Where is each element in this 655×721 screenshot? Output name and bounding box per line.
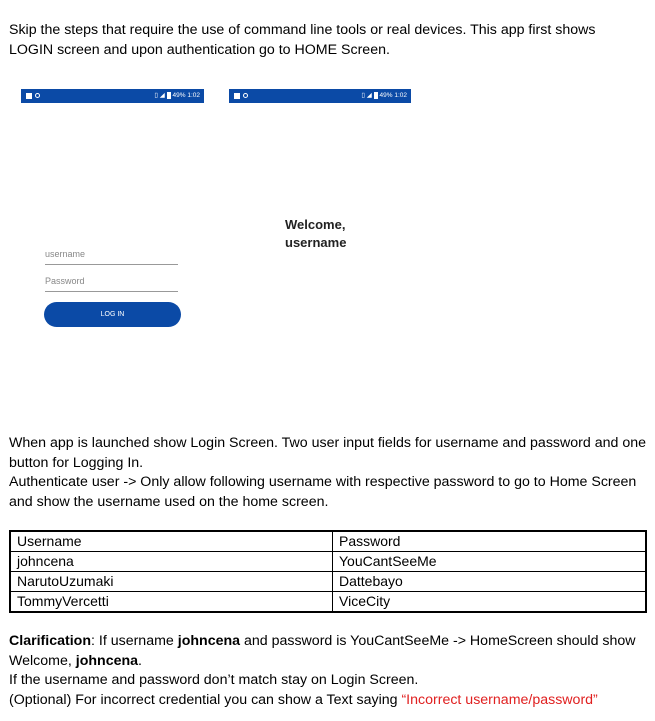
requirements-line-2: Authenticate user -> Only allow following username with respective password to go to Home Screen and show the username used on the home screen. [9,474,637,510]
clock: 1:02 [394,92,407,100]
table-row [10,572,646,592]
clarification-text: : If username [91,633,178,649]
cell-password: YouCantSeeMe [333,552,647,572]
notification-icon [26,93,32,99]
clarification-text: (Optional) For incorrect credential you can show a Text saying [9,691,402,708]
sync-icon [243,93,248,98]
header-username: Username [10,531,333,552]
clarification-label: Clarification [9,633,91,649]
battery-icon [374,92,378,99]
username-bold: johncena [75,652,139,669]
password-field[interactable]: Password [45,276,178,292]
notification-icon [234,93,240,99]
clarification-line-2: If the username and password don’t match stay on Login Screen. [9,672,419,688]
clarification-paragraph [9,632,649,710]
username-bold: johncena [177,633,241,649]
status-bar-home [229,89,411,103]
welcome-text [285,216,346,252]
requirements-paragraph [9,434,649,512]
status-bar-login [21,89,204,103]
clarification-line-3 [9,691,649,711]
sync-icon [35,93,40,98]
cell-username: johncena [10,552,333,572]
table-header-row [10,531,646,552]
battery-icon [167,92,171,99]
table-row [10,552,646,572]
cell-password: ViceCity [333,592,647,613]
cell-username: NarutoUzumaki [10,572,333,592]
username-field[interactable]: username [45,249,178,265]
login-button[interactable]: LOG IN [44,302,181,327]
header-password: Password [333,531,647,552]
clarification-line-1 [9,632,649,671]
clock: 1:02 [187,92,200,100]
welcome-username: username [285,235,347,250]
clarification-text: and password is YouCantSeeMe -> HomeScreen should show Welcome, [9,633,636,669]
table-row [10,592,646,613]
battery-level: 49% [379,92,393,100]
requirements-line-1: When app is launched show Login Screen. Two user input fields for username and password and one button for Logging In. [9,435,646,471]
signal-icon: ▯ ◢ [154,92,167,100]
cell-username: TommyVercetti [10,592,333,613]
intro-paragraph: Skip the steps that require the use of command line tools or real devices. This app first shows LOGIN screen and upon authentication go to HOME Screen. [9,22,596,58]
clarification-text: . [138,652,142,669]
welcome-line: Welcome, [285,217,346,232]
signal-icon: ▯ ◢ [361,92,374,100]
cell-password: Dattebayo [333,572,647,592]
error-message-example: “Incorrect username/password” [401,691,598,708]
credentials-table [9,530,647,613]
battery-level: 49% [172,92,186,100]
